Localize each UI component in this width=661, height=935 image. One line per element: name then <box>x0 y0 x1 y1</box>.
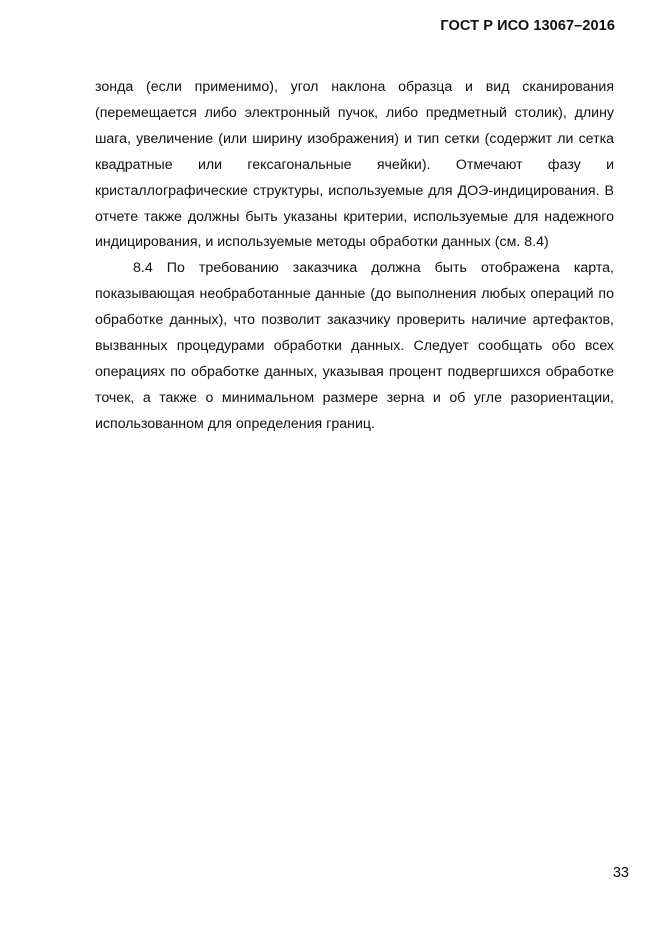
paragraph-section-8-4: 8.4 По требованию заказчика должна быть отображена карта, показывающая необработанные данные (до выполнения любых операций по обработке данных), что позволит заказчику проверить наличие артефактов, вызванных процедурами обработки данных. Следует сообщать обо всех операциях по обработке данных, указывая процент подвергшихся обработке точек, а также о минимальном размере зерна и об угле разориентации, использованном для определения границ. <box>95 260 614 432</box>
page-number: 33 <box>612 865 629 881</box>
paragraph-continuation: зонда (если применимо), угол наклона образца и вид сканирования (перемещается либо электронный пучок, либо предметный столик), длину шага, увеличение (или ширину изображения) и тип сетки (содержит ли сетка квадратные или гексагональные ячейки). Отмечают фазу и кристаллографические структуры, используемые для ДОЭ-индицирования. В отчете также должны быть указаны критерии, используемые для надежного индицирования, и используемые методы обработки данных (см. 8.4) <box>95 79 614 251</box>
document-id: ГОСТ Р ИСО 13067–2016 <box>440 18 615 34</box>
document-body <box>95 75 614 438</box>
document-header <box>440 18 615 34</box>
